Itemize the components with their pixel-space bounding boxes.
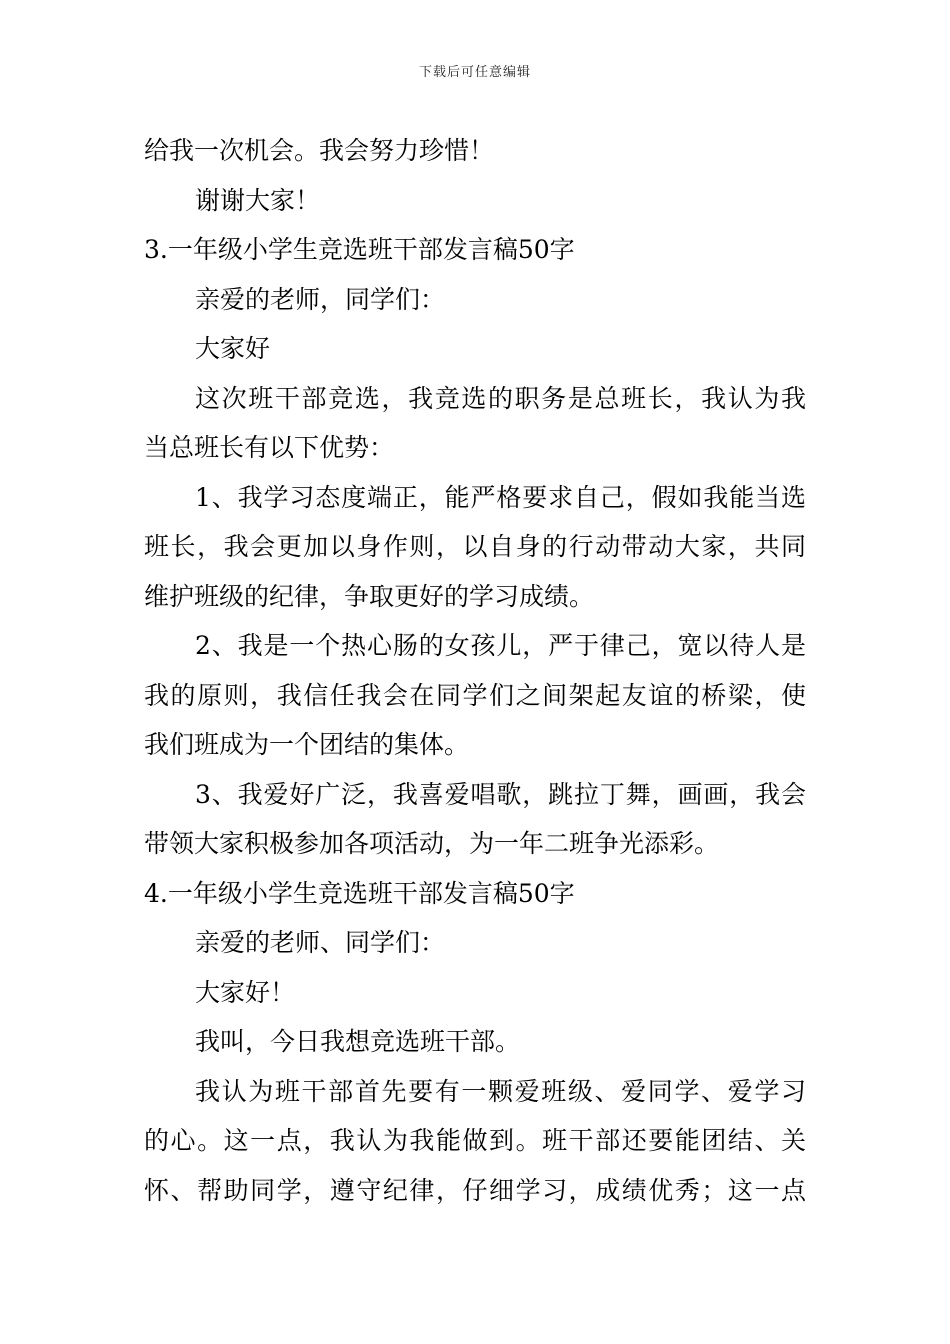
text-line: 带领大家积极参加各项活动，为一年二班争光添彩。 xyxy=(144,829,720,858)
page-header: 下载后可任意编辑 xyxy=(418,65,531,80)
text-line: 谢谢大家！ xyxy=(195,185,321,215)
text-line: 1、我学习态度端正，能严格要求自己，假如我能当选 xyxy=(195,482,806,512)
text-line: 怀、帮助同学，遵守纪律，仔细学习，成绩优秀；这一点 xyxy=(144,1175,806,1205)
text-line: 大家好！ xyxy=(195,977,296,1007)
text-line: 3、我爱好广泛，我喜爱唱歌，跳拉丁舞，画画，我会 xyxy=(195,779,806,809)
text-line: 当总班长有以下优势： xyxy=(144,433,395,462)
text-line: 亲爱的老师，同学们： xyxy=(195,284,446,314)
text-line: 亲爱的老师、同学们： xyxy=(195,928,446,957)
text-line: 我认为班干部首先要有一颗爱班级、爱同学、爱学习 xyxy=(195,1076,806,1106)
text-line: 3.一年级小学生竞选班干部发言稿50字 xyxy=(144,235,575,264)
text-line: 2、我是一个热心肠的女孩儿，严于律己，宽以待人是 xyxy=(195,631,806,660)
text-line: 我的原则，我信任我会在同学们之间架起友谊的桥梁，使 xyxy=(144,680,806,710)
text-line: 我们班成为一个团结的集体。 xyxy=(144,730,470,759)
text-line: 的心。这一点，我认为我能做到。班干部还要能团结、关 xyxy=(144,1126,806,1155)
text-line: 这次班干部竞选，我竞选的职务是总班长，我认为我 xyxy=(195,383,806,413)
text-line: 班长，我会更加以身作则，以自身的行动带动大家，共同 xyxy=(144,532,806,561)
text-line: 维护班级的纪律，争取更好的学习成绩。 xyxy=(144,581,595,611)
text-line: 大家好 xyxy=(195,334,271,363)
text-line: 给我一次机会。我会努力珍惜！ xyxy=(144,136,495,165)
document-body xyxy=(144,126,806,1215)
text-line: 4.一年级小学生竞选班干部发言稿50字 xyxy=(144,878,575,908)
text-line: 我叫，今日我想竞选班干部。 xyxy=(195,1027,521,1056)
